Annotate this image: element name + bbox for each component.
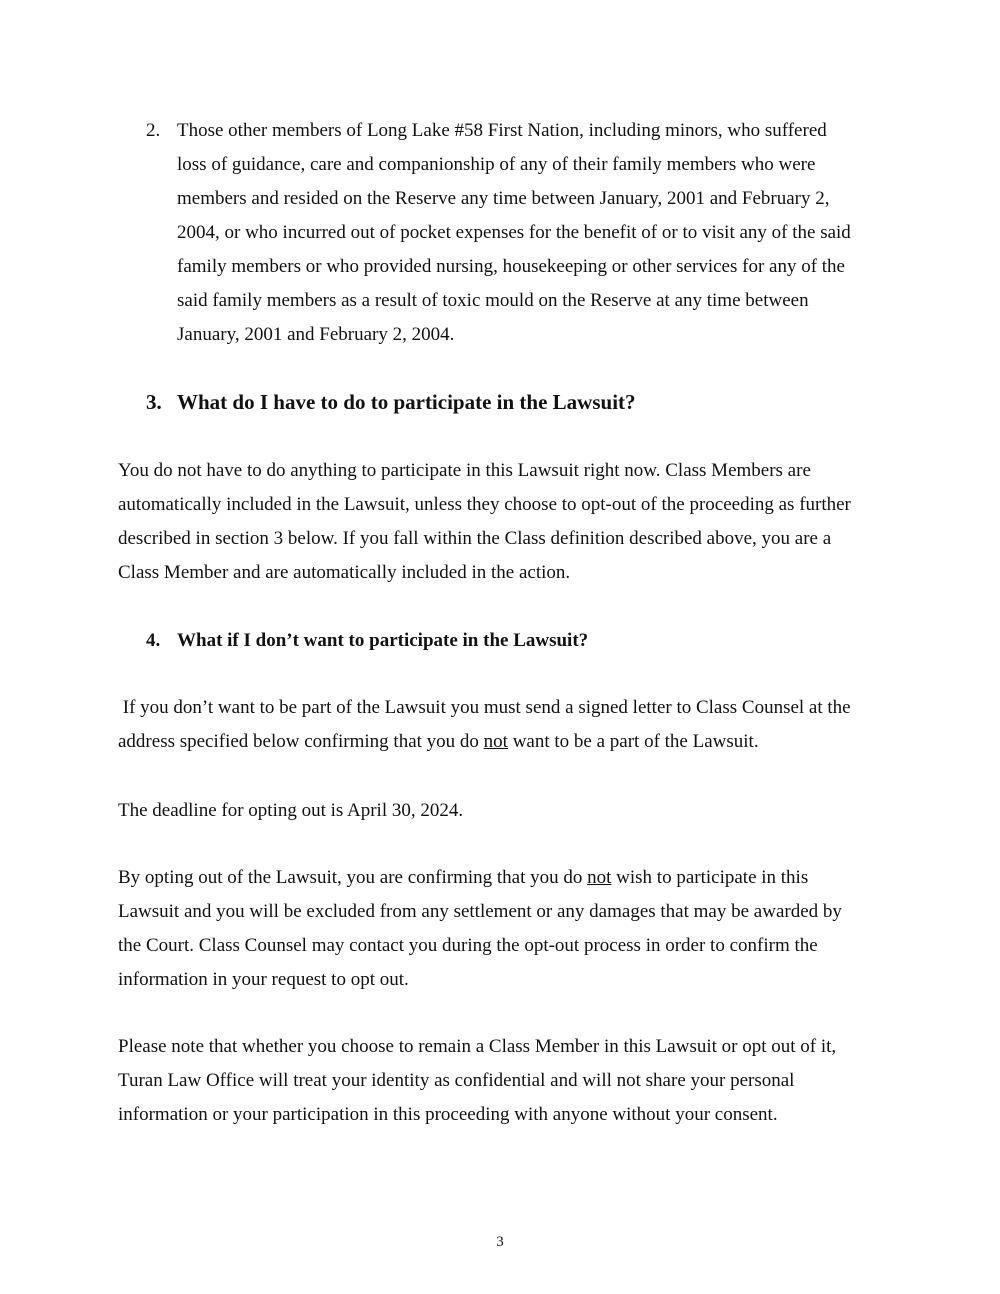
text-line: members and resided on the Reserve any time between January, 2001 and February 2,: [177, 188, 830, 209]
text-line: said family members as a result of toxic mould on the Reserve at any time between: [177, 290, 809, 311]
section-3-paragraph: [118, 454, 888, 590]
text-line: described in section 3 below. If you fall within the Class definition described above, you are a: [118, 528, 832, 549]
text-line: January, 2001 and February 2, 2004.: [177, 324, 455, 345]
section-3-heading: [146, 387, 636, 417]
text-line: Those other members of Long Lake #58 First Nation, including minors, who suffered: [177, 120, 827, 141]
text-line: information in your request to opt out.: [118, 969, 409, 990]
text-line: Turan Law Office will treat your identity as confidential and will not share your personal: [118, 1070, 795, 1091]
list-item-2: [146, 114, 886, 352]
text-line: If you don’t want to be part of the Lawsuit you must send a signed letter to Class Counsel at the: [118, 697, 851, 718]
text-segment: By opting out of the Lawsuit, you are confirming that you do: [118, 867, 588, 888]
text-segment: want to be a part of the Lawsuit.: [507, 731, 759, 752]
text-line: [118, 861, 888, 895]
text-line: automatically included in the Lawsuit, unless they choose to opt-out of the proceeding as further: [118, 494, 851, 515]
confidentiality-paragraph: [118, 1030, 888, 1132]
list-item-text: [177, 114, 886, 352]
page-number: 3: [496, 1234, 504, 1250]
opt-out-paragraph: [118, 691, 888, 759]
text-line: family members or who provided nursing, housekeeping or other services for any of the: [177, 256, 845, 277]
text-line: 2004, or who incurred out of pocket expenses for the benefit of or to visit any of the said: [177, 222, 851, 243]
text-line: information or your participation in this proceeding with anyone without your consent.: [118, 1104, 778, 1125]
text-line: You do not have to do anything to participate in this Lawsuit right now. Class Members are: [118, 460, 811, 481]
text-line: Class Member and are automatically included in the action.: [118, 562, 571, 583]
text-line: loss of guidance, care and companionship of any of their family members who were: [177, 154, 816, 175]
text-line: the Court. Class Counsel may contact you during the opt-out process in order to confirm the: [118, 935, 818, 956]
text-line: Lawsuit and you will be excluded from any settlement or any damages that may be awarded by: [118, 901, 842, 922]
list-item-number: 2.: [146, 120, 161, 141]
section-number: 3.: [146, 390, 162, 414]
deadline-text: The deadline for opting out is April 30, 2024.: [118, 800, 464, 821]
deadline-paragraph: [118, 794, 888, 828]
underlined-not: not: [483, 731, 508, 752]
section-title: What if I don’t want to participate in the Lawsuit?: [177, 630, 589, 651]
opt-out-consequence-paragraph: [118, 861, 888, 997]
text-line: Please note that whether you choose to remain a Class Member in this Lawsuit or opt out of it,: [118, 1036, 837, 1057]
text-segment: address specified below confirming that you do: [118, 731, 484, 752]
section-number: 4.: [146, 630, 161, 651]
section-4-heading: [146, 626, 588, 656]
text-line: [118, 725, 888, 759]
underlined-not: not: [587, 867, 612, 888]
text-segment: wish to participate in this: [611, 867, 809, 888]
section-title: What do I have to do to participate in the Lawsuit?: [177, 390, 636, 414]
